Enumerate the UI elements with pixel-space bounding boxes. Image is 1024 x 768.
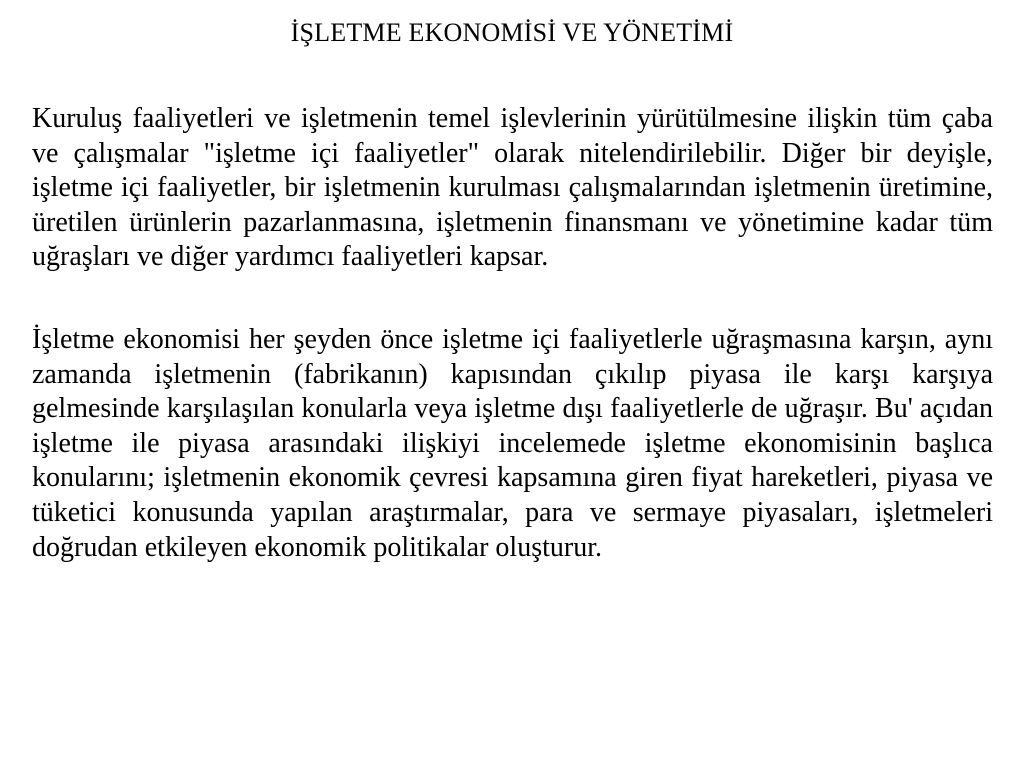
slide-body <box>32 102 993 565</box>
paragraph-business-economics: İşletme ekonomisi her şeyden önce işletme içi faaliyetlerle uğraşmasına karşın, aynı zamanda işletmenin (fabrikanın) kapısından çıkılıp piyasa ile karşı karşıya gelmesinde karşılaşılan konularla veya işletme dışı faaliyetlerle de uğraşır. Bu' açıdan işletme ile piyasa arasındaki ilişkiyi incelemede işletme ekonomisinin başlıca konularını; işletmenin ekonomik çevresi kapsamına giren fiyat hareketleri, piyasa ve tüketici konusunda yapılan araştırmalar, para ve sermaye piyasaları, işletmeleri doğrudan etkileyen ekonomik politikalar oluşturur. <box>32 323 993 563</box>
slide-title: İŞLETME EKONOMİSİ VE YÖNETİMİ <box>290 18 734 47</box>
paragraph-internal-activities: Kuruluş faaliyetleri ve işletmenin temel işlevlerinin yürütülmesine ilişkin tüm çaba ve çalışmalar "işletme içi faaliyetler" olarak nitelendirilebilir. Diğer bir deyişle, işletme içi faaliyetler, bir işletmenin kurulması çalışmalarından işletmenin üretimine, üretilen ürünlerin pazarlanmasına, işletmenin finansmanı ve yönetimine kadar tüm uğraşları ve diğer yardımcı faaliyetleri kapsar. <box>32 103 993 273</box>
